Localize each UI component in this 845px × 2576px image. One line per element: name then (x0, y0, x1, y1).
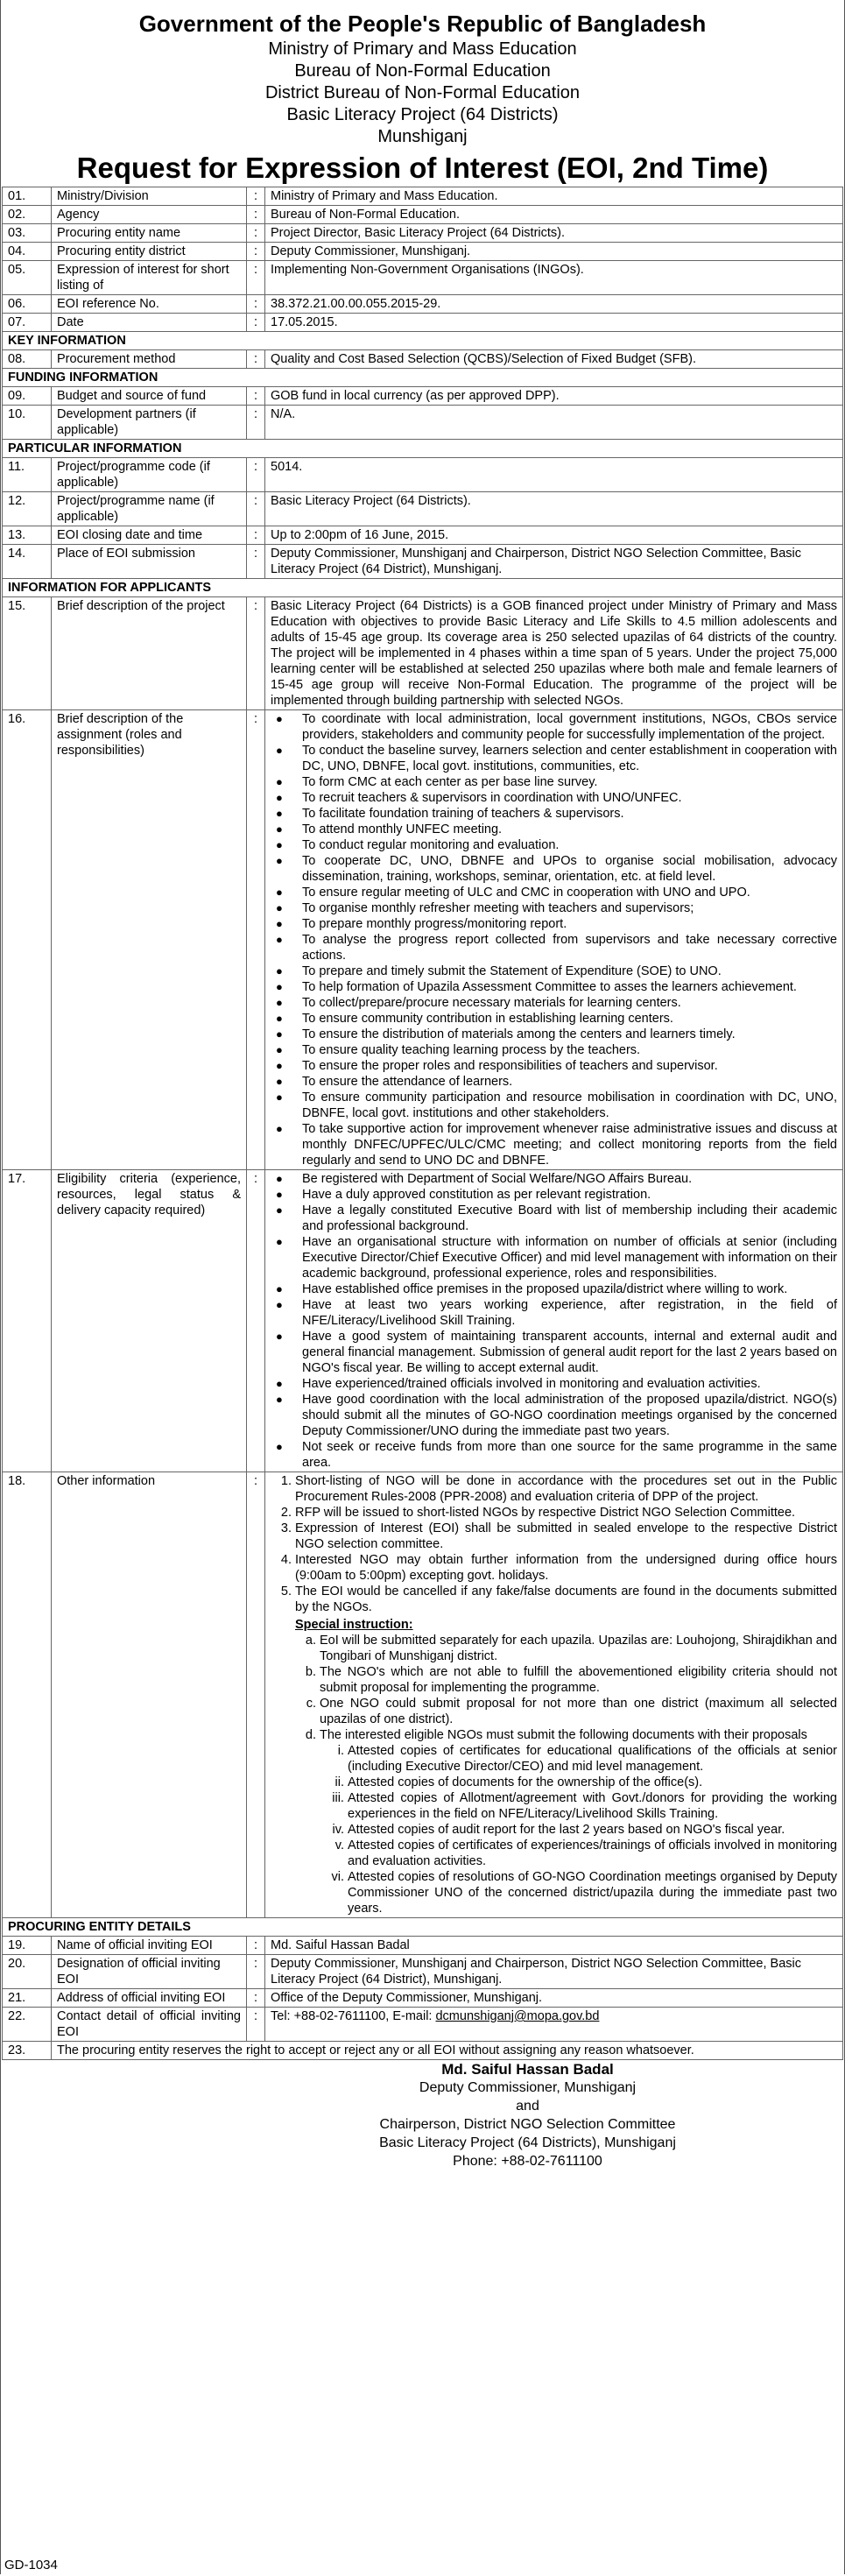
row-colon: : (247, 206, 265, 224)
table-row (3, 224, 843, 243)
eligibility-list (271, 1171, 837, 1471)
row-colon: : (247, 710, 265, 1170)
row-colon: : (247, 597, 265, 710)
row-number: 07. (3, 314, 52, 332)
procuring-entity-heading: PROCURING ENTITY DETAILS (3, 1918, 843, 1937)
row-colon: : (247, 387, 265, 406)
list-item: ● To recruit teachers & supervisors in coordination with UNO/UNFEC. (271, 790, 837, 806)
row-number: 10. (3, 406, 52, 440)
row-colon: : (247, 492, 265, 526)
project-description: Basic Literacy Project (64 Districts) is a GOB financed project under Ministry of Primary and Mass Education with objectives to provide Basic Literacy and Life Skills to 4.5 million adolescents and adults of 15-45 age group. Its coverage area is 250 selected upazilas of 64 districts of the country. The project will be implemented in 4 phases within a time span of 5 years. Under the project 75,000 learning center will be established at selected 250 upazilas where both male and female learners of 15-45 age group will receive Non-Formal Education. The programme of the project will be implemented through building partnership with selected NGOs. (265, 597, 843, 710)
table-row (3, 710, 843, 1170)
row-colon: : (247, 1955, 265, 1989)
row-number: 02. (3, 206, 52, 224)
list-item: ● To conduct the baseline survey, learners selection and center establishment in cooperation with DC, UNO, DBNFE, local govt. institutions, communities, etc. (271, 743, 837, 774)
table-row (3, 206, 843, 224)
table-row (3, 1955, 843, 1989)
row-colon: : (247, 187, 265, 206)
list-item: ● To analyse the progress report collected from supervisors and take necessary corrective actions. (271, 932, 837, 963)
table-row (3, 545, 843, 579)
list-item: 2. RFP will be issued to short-listed NGOs by respective District NGO Selection Committee. (295, 1505, 837, 1521)
bureau-line: Bureau of Non-Formal Education (294, 61, 551, 81)
row-label: Project/programme code (if applicable) (52, 458, 247, 492)
row-number: 17. (3, 1170, 52, 1472)
signatory-name: Md. Saiful Hassan Badal (441, 2061, 614, 2078)
row-label: Brief description of the assignment (roles and responsibilities) (52, 710, 247, 1170)
list-item: ● Have a good system of maintaining transparent accounts, internal and external audit and general financial management. Submission of general audit report for the last 2 years based on NGO's fiscal year. Be willing to accept external audit. (271, 1329, 837, 1376)
list-item: c. One NGO could submit proposal for not more than one district (maximum all selected upazilas of one district). (320, 1696, 837, 1727)
row-value: Basic Literacy Project (64 Districts). (265, 492, 843, 526)
row-number: 03. (3, 224, 52, 243)
contact-cell (265, 2008, 843, 2042)
table-row (3, 1989, 843, 2008)
row-value: Deputy Commissioner, Munshiganj and Chairperson, District NGO Selection Committee, Basic Literacy Project (64 District), Munshiganj. (265, 1955, 843, 1989)
row-colon: : (247, 1989, 265, 2008)
table-row (3, 2008, 843, 2042)
list-item: ● To conduct regular monitoring and evaluation. (271, 837, 837, 853)
list-item: ● To ensure regular meeting of ULC and CMC in cooperation with UNO and UPO. (271, 885, 837, 900)
table-row (3, 458, 843, 492)
row-colon: : (247, 526, 265, 545)
row-value: Ministry of Primary and Mass Education. (265, 187, 843, 206)
row-value: Md. Saiful Hassan Badal (265, 1937, 843, 1955)
list-item: ● To ensure the distribution of materials among the centers and learners timely. (271, 1027, 837, 1042)
table-row (3, 526, 843, 545)
row-colon: : (247, 224, 265, 243)
row-number: 11. (3, 458, 52, 492)
signatory-committee: Chairperson, District NGO Selection Committee (379, 2117, 676, 2132)
list-item: ● Have a duly approved constitution as per relevant registration. (271, 1187, 837, 1203)
list-item: i. Attested copies of certificates for educational qualifications of the officials at senior (including Executive Director/CEO) and mid level management. (348, 1743, 837, 1775)
row-value: Quality and Cost Based Selection (QCBS)/Selection of Fixed Budget (SFB). (265, 350, 843, 369)
row-colon: : (247, 350, 265, 369)
row-number: 08. (3, 350, 52, 369)
row-number: 23. (3, 2042, 52, 2060)
row-label: Designation of official inviting EOI (52, 1955, 247, 1989)
table-row (3, 243, 843, 261)
list-item: vi. Attested copies of resolutions of GO-NGO Coordination meetings organised by Deputy Commissioner UNO of the concerned district/upazila during the immediate past two years. (348, 1869, 837, 1916)
row-colon: : (247, 261, 265, 295)
row-colon: : (247, 314, 265, 332)
list-item: ● To attend monthly UNFEC meeting. (271, 822, 837, 837)
list-item: v. Attested copies of certificates of experiences/trainings of officials involved in monitoring and evaluation activities. (348, 1838, 837, 1869)
list-item: ii. Attested copies of documents for the ownership of the office(s). (348, 1775, 837, 1790)
list-item: iv. Attested copies of audit report for the last 2 years based on NGO's fiscal year. (348, 1822, 837, 1838)
list-item: ● To collect/prepare/procure necessary materials for learning centers. (271, 995, 837, 1011)
signatory-designation: Deputy Commissioner, Munshiganj (419, 2080, 637, 2095)
gd-code: GD-1034 (4, 2558, 58, 2572)
row-label: Project/programme name (if applicable) (52, 492, 247, 526)
row-label: Procuring entity district (52, 243, 247, 261)
row-value: GOB fund in local currency (as per approved DPP). (265, 387, 843, 406)
row-colon: : (247, 1472, 265, 1918)
list-item: ● To facilitate foundation training of teachers & supervisors. (271, 806, 837, 822)
list-item (295, 1584, 837, 1916)
list-item: ● Be registered with Department of Social Welfare/NGO Affairs Bureau. (271, 1171, 837, 1187)
table-row (3, 2042, 843, 2060)
row-colon: : (247, 1937, 265, 1955)
section-heading-row (3, 369, 843, 387)
list-item: ● To take supportive action for improvement whenever raise administrative issues and discuss at monthly DNFEC/UPFEC/ULC/CMC meeting; and collect monitoring reports from the field regularly and send to UNO DC and DBNFE. (271, 1121, 837, 1168)
government-heading: Government of the People's Republic of Bangladesh (138, 11, 707, 37)
row-value: Deputy Commissioner, Munshiganj and Chairperson, District NGO Selection Committee, Basic Literacy Project (64 District), Munshiganj. (265, 545, 843, 579)
roles-list (271, 711, 837, 1168)
row-value: Implementing Non-Government Organisations (INGOs). (265, 261, 843, 295)
list-item: ● To ensure community participation and resource mobilisation in coordination with DC, UNO, DBNFE, local govt. institutions and other stakeholders. (271, 1090, 837, 1121)
list-item: 4. Interested NGO may obtain further information from the undersigned during office hours (9:00am to 5:00pm) excepting govt. holidays. (295, 1552, 837, 1584)
contact-email-link[interactable]: dcmunshiganj@mopa.gov.bd (435, 2009, 600, 2023)
list-item: ● To prepare and timely submit the Statement of Expenditure (SOE) to UNO. (271, 963, 837, 979)
row-number: 09. (3, 387, 52, 406)
eoi-table (2, 187, 843, 2060)
list-item: ● To help formation of Upazila Assessment Committee to asses the learners achievement. (271, 979, 837, 995)
list-item: ● To ensure quality teaching learning process by the teachers. (271, 1042, 837, 1058)
funding-information-heading: FUNDING INFORMATION (3, 369, 843, 387)
reservation-statement: The procuring entity reserves the right to accept or reject any or all EOI without assigning any reason whatsoever. (52, 2042, 843, 2060)
row-label: Development partners (if applicable) (52, 406, 247, 440)
row-value: Project Director, Basic Literacy Project (64 Districts). (265, 224, 843, 243)
row-colon: : (247, 545, 265, 579)
row-number: 13. (3, 526, 52, 545)
project-line: Basic Literacy Project (64 Districts) (286, 105, 559, 124)
list-item: ● Have good coordination with the local administration of the proposed upazila/district. NGO(s) should submit all the minutes of GO-NGO coordination meetings organised by the concerned Deputy Commissioner/UNO during the immediate past two years. (271, 1392, 837, 1439)
section-heading-row (3, 332, 843, 350)
row-colon: : (247, 1170, 265, 1472)
signature-block (211, 2060, 844, 2170)
district-line: Munshiganj (377, 127, 468, 146)
row-label: EOI reference No. (52, 295, 247, 314)
list-item: ● Have a legally constituted Executive Board with list of membership including their academic and professional background. (271, 1203, 837, 1234)
other-information-cell (265, 1472, 843, 1918)
list-item: ● Have experienced/trained officials involved in monitoring and evaluation activities. (271, 1376, 837, 1392)
roles-cell (265, 710, 843, 1170)
ministry-line: Ministry of Primary and Mass Education (268, 39, 577, 59)
list-item: b. The NGO's which are not able to fulfill the abovementioned eligibility criteria should not submit proposal for implementing the programme. (320, 1664, 837, 1696)
other-information-list (271, 1473, 837, 1916)
row-number: 15. (3, 597, 52, 710)
row-label: Expression of interest for short listing of (52, 261, 247, 295)
signatory-phone: Phone: +88-02-7611100 (453, 2154, 602, 2169)
required-documents-list (320, 1743, 837, 1916)
table-row (3, 1170, 843, 1472)
list-item: ● To ensure the attendance of learners. (271, 1074, 837, 1090)
key-information-heading: KEY INFORMATION (3, 332, 843, 350)
table-row (3, 597, 843, 710)
row-number: 18. (3, 1472, 52, 1918)
notice-title: Request for Expression of Interest (EOI, 2nd Time) (76, 152, 769, 184)
row-value: N/A. (265, 406, 843, 440)
row-colon: : (247, 2008, 265, 2042)
list-item: ● To cooperate DC, UNO, DBNFE and UPOs to organise social mobilisation, advocacy dissemination, training, workshops, seminar, orientation, etc. at field level. (271, 853, 837, 885)
list-item: ● Have at least two years working experience, after registration, in the field of NFE/Literacy/Livelihood Skill Training. (271, 1297, 837, 1329)
row-label: Name of official inviting EOI (52, 1937, 247, 1955)
eligibility-cell (265, 1170, 843, 1472)
row-label: Budget and source of fund (52, 387, 247, 406)
row-label: Procuring entity name (52, 224, 247, 243)
table-row (3, 1937, 843, 1955)
row-number: 14. (3, 545, 52, 579)
information-for-applicants-heading: INFORMATION FOR APPLICANTS (3, 579, 843, 597)
list-item: ● To form CMC at each center as per base line survey. (271, 774, 837, 790)
table-row (3, 387, 843, 406)
row-value: Office of the Deputy Commissioner, Munshiganj. (265, 1989, 843, 2008)
list-item (320, 1727, 837, 1916)
table-row (3, 350, 843, 369)
special-instruction-list (295, 1633, 837, 1916)
notice-header (1, 0, 844, 187)
row-number: 16. (3, 710, 52, 1170)
row-label: Brief description of the project (52, 597, 247, 710)
row-label: Place of EOI submission (52, 545, 247, 579)
row-label: Date (52, 314, 247, 332)
row-number: 01. (3, 187, 52, 206)
row-label: Procurement method (52, 350, 247, 369)
row-label: Address of official inviting EOI (52, 1989, 247, 2008)
row-number: 04. (3, 243, 52, 261)
list-item: iii. Attested copies of Allotment/agreement with Govt./donors for providing the working experiences in the field on NFE/Literacy/Livelihood Skills Training. (348, 1790, 837, 1822)
row-value: 38.372.21.00.00.055.2015-29. (265, 295, 843, 314)
list-item: ● To organise monthly refresher meeting with teachers and supervisors; (271, 900, 837, 916)
row-number: 22. (3, 2008, 52, 2042)
row-value: Deputy Commissioner, Munshiganj. (265, 243, 843, 261)
row-label: Agency (52, 206, 247, 224)
section-heading-row (3, 1918, 843, 1937)
row-value: 17.05.2015. (265, 314, 843, 332)
contact-phone: Tel: +88-02-7611100, E-mail: (271, 2009, 436, 2023)
signatory-and: and (516, 2099, 539, 2114)
row-value: 5014. (265, 458, 843, 492)
list-item-text: The interested eligible NGOs must submit the following documents with their proposals (320, 1728, 807, 1742)
row-number: 05. (3, 261, 52, 295)
special-instruction-heading: Special instruction: (295, 1618, 413, 1632)
table-row (3, 406, 843, 440)
list-item: ● Have an organisational structure with information on number of officials at senior (including Executive Director/Chief Executive Officer) and mid level management with information on their academic background, professional experience, roles and responsibilities. (271, 1234, 837, 1281)
row-label: Ministry/Division (52, 187, 247, 206)
row-number: 06. (3, 295, 52, 314)
table-row (3, 314, 843, 332)
row-label: Contact detail of official inviting EOI (52, 2008, 247, 2042)
row-number: 12. (3, 492, 52, 526)
row-value: Up to 2:00pm of 16 June, 2015. (265, 526, 843, 545)
row-label: Eligibility criteria (experience, resources, legal status & delivery capacity required) (52, 1170, 247, 1472)
list-item: a. EoI will be submitted separately for each upazila. Upazilas are: Louhojong, Shirajdikhan and Tongibari of Munshiganj district. (320, 1633, 837, 1664)
list-item: ● To ensure the proper roles and responsibilities of teachers and supervisor. (271, 1058, 837, 1074)
particular-information-heading: PARTICULAR INFORMATION (3, 440, 843, 458)
table-row (3, 1472, 843, 1918)
list-item: ● To ensure community contribution in establishing learning centers. (271, 1011, 837, 1027)
list-item: ● Not seek or receive funds from more than one source for the same programme in the same area. (271, 1439, 837, 1471)
row-colon: : (247, 406, 265, 440)
section-heading-row (3, 440, 843, 458)
signatory-project: Basic Literacy Project (64 Districts), Munshiganj (379, 2135, 676, 2150)
list-item: 3. Expression of Interest (EOI) shall be submitted in sealed envelope to the respective District NGO selection committee. (295, 1521, 837, 1552)
row-number: 19. (3, 1937, 52, 1955)
table-row (3, 261, 843, 295)
district-bureau-line: District Bureau of Non-Formal Education (264, 83, 581, 102)
row-colon: : (247, 458, 265, 492)
table-row (3, 295, 843, 314)
list-item: 1. Short-listing of NGO will be done in accordance with the procedures set out in the Public Procurement Rules-2008 (PPR-2008) and evaluation criteria of DPP of the project. (295, 1473, 837, 1505)
list-item: ● Have established office premises in the proposed upazila/district where willing to work. (271, 1281, 837, 1297)
section-heading-row (3, 579, 843, 597)
table-row (3, 187, 843, 206)
list-item-text: The EOI would be cancelled if any fake/false documents are found in the documents submitted by the NGOs. (295, 1584, 837, 1614)
list-item: ● To prepare monthly progress/monitoring report. (271, 916, 837, 932)
row-number: 20. (3, 1955, 52, 1989)
row-label: Other information (52, 1472, 247, 1918)
row-colon: : (247, 295, 265, 314)
list-item: ● To coordinate with local administration, local government institutions, NGOs, CBOs service providers, stakeholders and community people for successfully implementation of the project. (271, 711, 837, 743)
row-value: Bureau of Non-Formal Education. (265, 206, 843, 224)
row-number: 21. (3, 1989, 52, 2008)
row-label: EOI closing date and time (52, 526, 247, 545)
table-row (3, 492, 843, 526)
row-colon: : (247, 243, 265, 261)
